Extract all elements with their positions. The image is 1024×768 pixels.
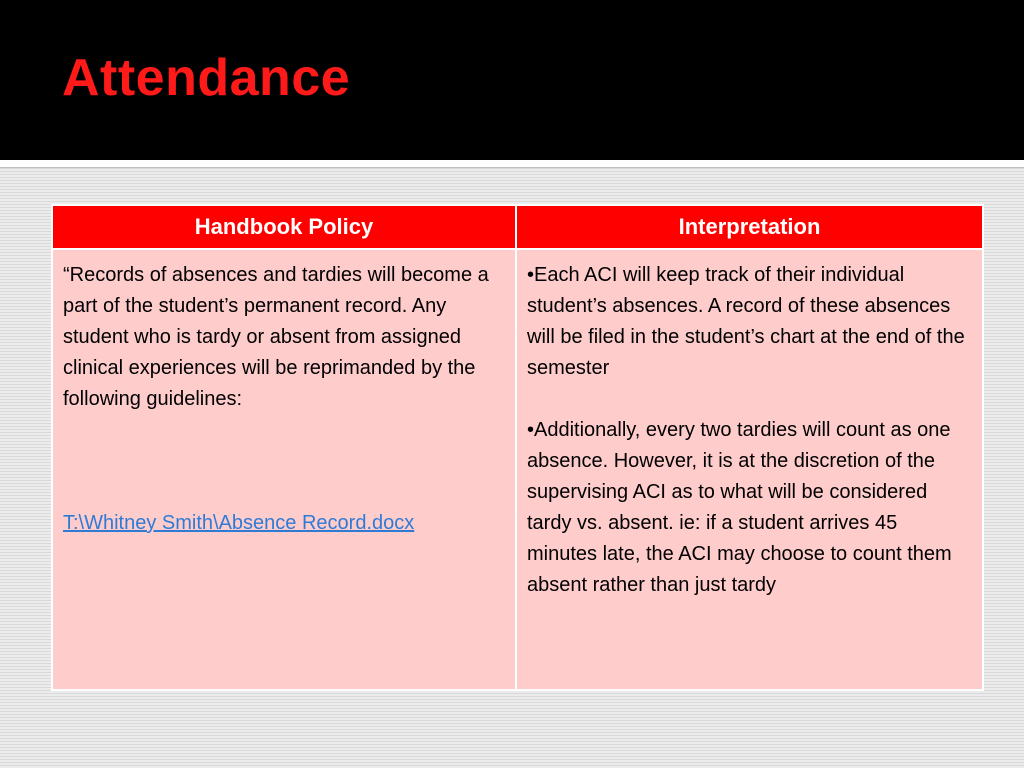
paragraph-spacer (527, 384, 972, 415)
header-handbook-policy: Handbook Policy (52, 205, 516, 249)
table-header-row (52, 205, 983, 249)
title-divider (0, 160, 1024, 168)
absence-record-link[interactable]: T:\Whitney Smith\Absence Record.docx (63, 512, 415, 534)
slide-title: Attendance (62, 49, 351, 107)
header-interpretation: Interpretation (516, 205, 983, 249)
interpretation-point-1: •Each ACI will keep track of their individual student’s absences. A record of these absences will be filed in the student’s chart at the end of the semester (527, 264, 965, 379)
policy-table (51, 204, 984, 691)
policy-text: “Records of absences and tardies will become a part of the student’s permanent record. Any student who is tardy or absent from assigned clinical experiences will be reprimanded by the following guidelines: (63, 264, 489, 410)
policy-cell (52, 249, 516, 690)
interpretation-point-2: •Additionally, every two tardies will count as one absence. However, it is at the discretion of the supervising ACI as to what will be considered tardy vs. absent. ie: if a student arrives 45 minutes late, the ACI may choose to count them absent rather than just tardy (527, 419, 952, 596)
table-row (52, 249, 983, 690)
interpretation-cell (516, 249, 983, 690)
title-bar (0, 0, 1024, 160)
